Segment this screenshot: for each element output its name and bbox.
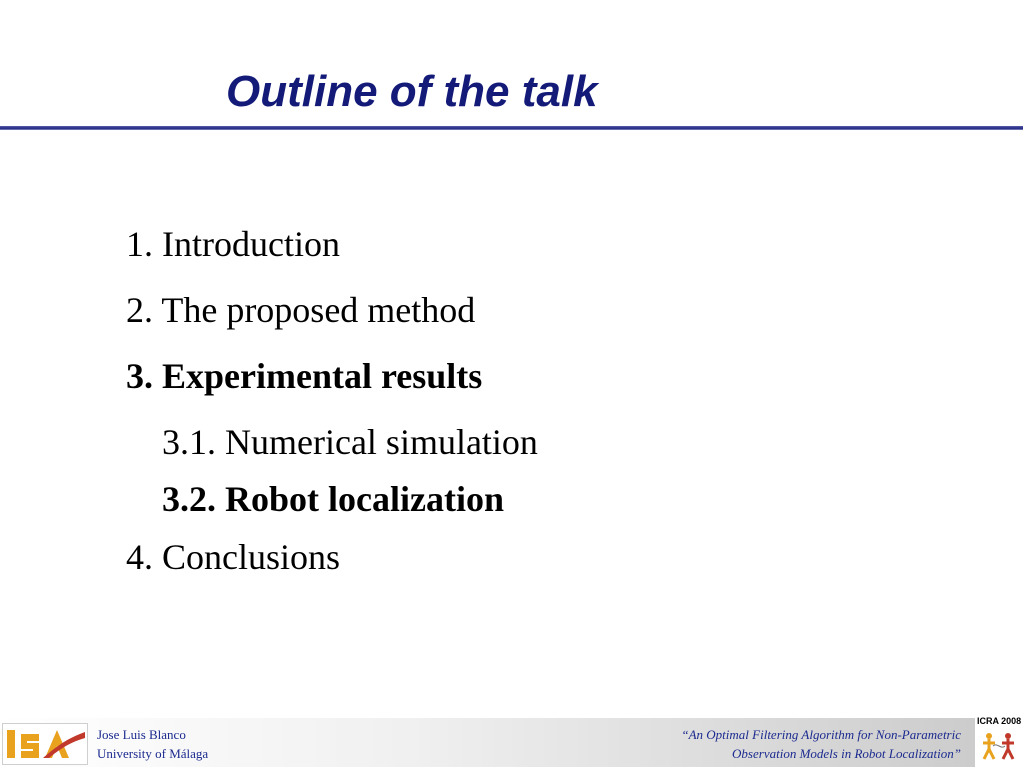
footer-paper-line-2: Observation Models in Robot Localization” [732, 746, 961, 761]
footer-paper-title [681, 725, 961, 763]
title-divider [0, 126, 1023, 130]
icra-logo [975, 716, 1023, 767]
outline-item-introduction: 1. Introduction [126, 224, 340, 264]
footer-author-block [97, 725, 208, 763]
slide-title: Outline of the talk [226, 67, 598, 116]
isa-logo [2, 723, 88, 765]
outline-subitem-robot-localization: 3.2. Robot localization [162, 479, 504, 519]
footer-paper-line-1: “An Optimal Filtering Algorithm for Non-Parametric [681, 727, 961, 742]
footer-author: Jose Luis Blanco [97, 727, 186, 742]
outline-item-proposed-method: 2. The proposed method [126, 290, 476, 330]
icra-robot-figures-icon [975, 716, 1023, 767]
isa-logo-icon [3, 724, 87, 764]
outline-subitem-numerical-simulation: 3.1. Numerical simulation [162, 422, 538, 462]
outline-item-conclusions: 4. Conclusions [126, 537, 341, 577]
footer-affiliation: University of Málaga [97, 746, 209, 761]
icra-logo-text: ICRA 2008 [977, 716, 1022, 726]
outline-item-experimental-results: 3. Experimental results [126, 356, 483, 396]
